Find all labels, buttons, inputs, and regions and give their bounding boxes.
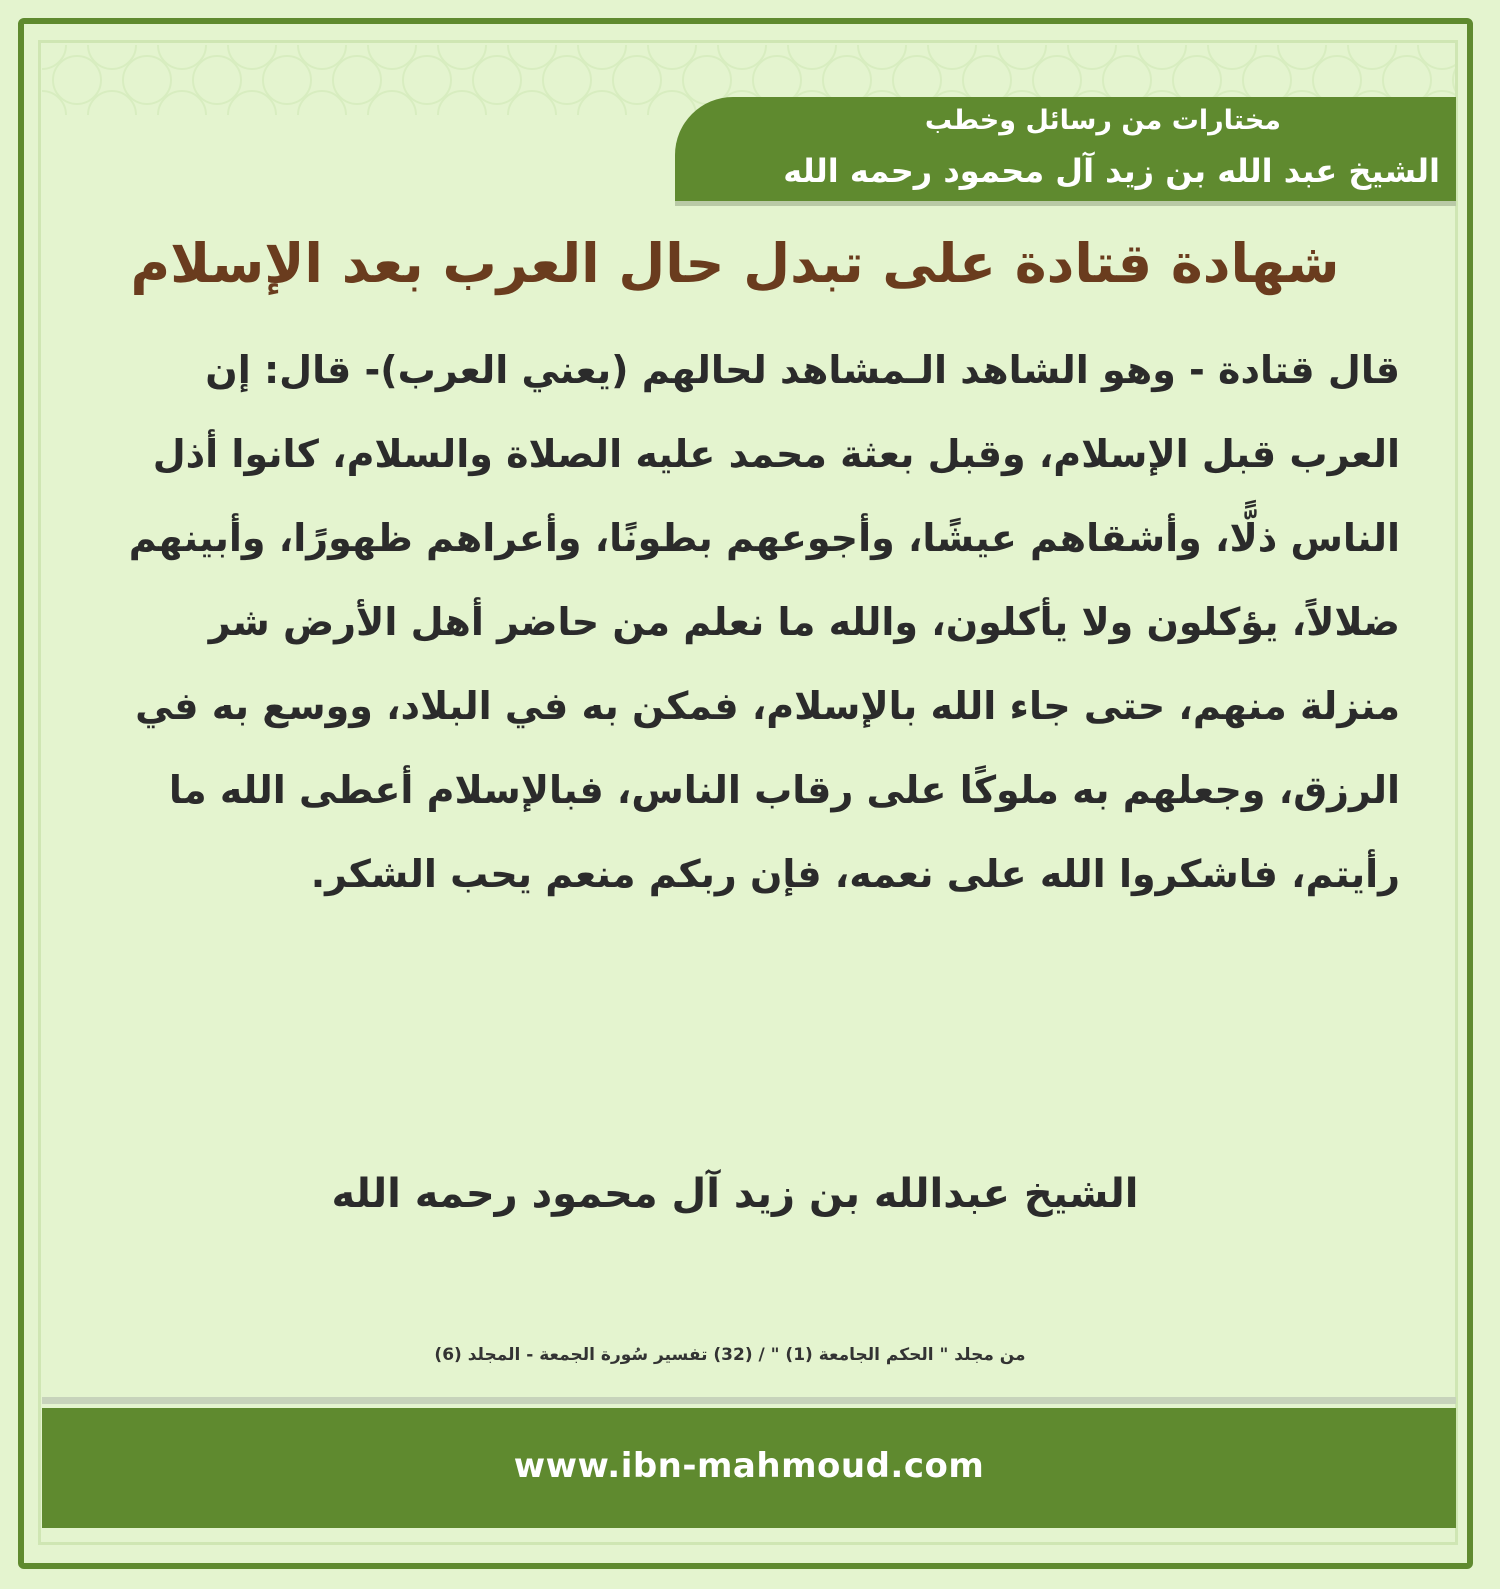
website-link[interactable]: www.ibn-mahmoud.com — [513, 1446, 985, 1486]
signature: الشيخ عبدالله بن زيد آل محمود رحمه الله — [331, 1171, 1139, 1217]
footer-divider — [42, 1397, 1456, 1404]
series-title: مختارات من رسائل وخطب — [924, 105, 1281, 136]
header-banner — [675, 97, 1456, 201]
source-reference: من مجلد " الحكم الجامعة (1) " / (32) تفسير سُورة الجمعة - المجلد (6) — [434, 1345, 1026, 1365]
footer-bar — [42, 1408, 1456, 1528]
article-title: شهادة قتادة على تبدل حال العرب بعد الإسلام — [130, 232, 1340, 295]
author-name: الشيخ عبد الله بن زيد آل محمود رحمه الله — [783, 152, 1440, 190]
article-body: قال قتادة - وهو الشاهد الـمشاهد لحالهم (يعني العرب)- قال: إن العرب قبل الإسلام، وقبل بعثة محمد عليه الصلاة والسلام، كانوا أذل الناس ذلًّا، وأشقاهم عيشًا، وأجوعهم بطونًا، وأعراهم ظهورًا، وأبينهم ضلالاً، يؤكلون ولا يأكلون، والله ما نعلم من حاضر أهل الأرض شر منزلة منهم، حتى جاء الله بالإسلام، فمكن به في البلاد، ووسع به في الرزق، وجعلهم به ملوكًا على رقاب الناس، فبالإسلام أعطى الله ما رأيتم، فاشكروا الله على نعمه، فإن ربكم منعم يحب الشكر. — [128, 348, 1400, 896]
